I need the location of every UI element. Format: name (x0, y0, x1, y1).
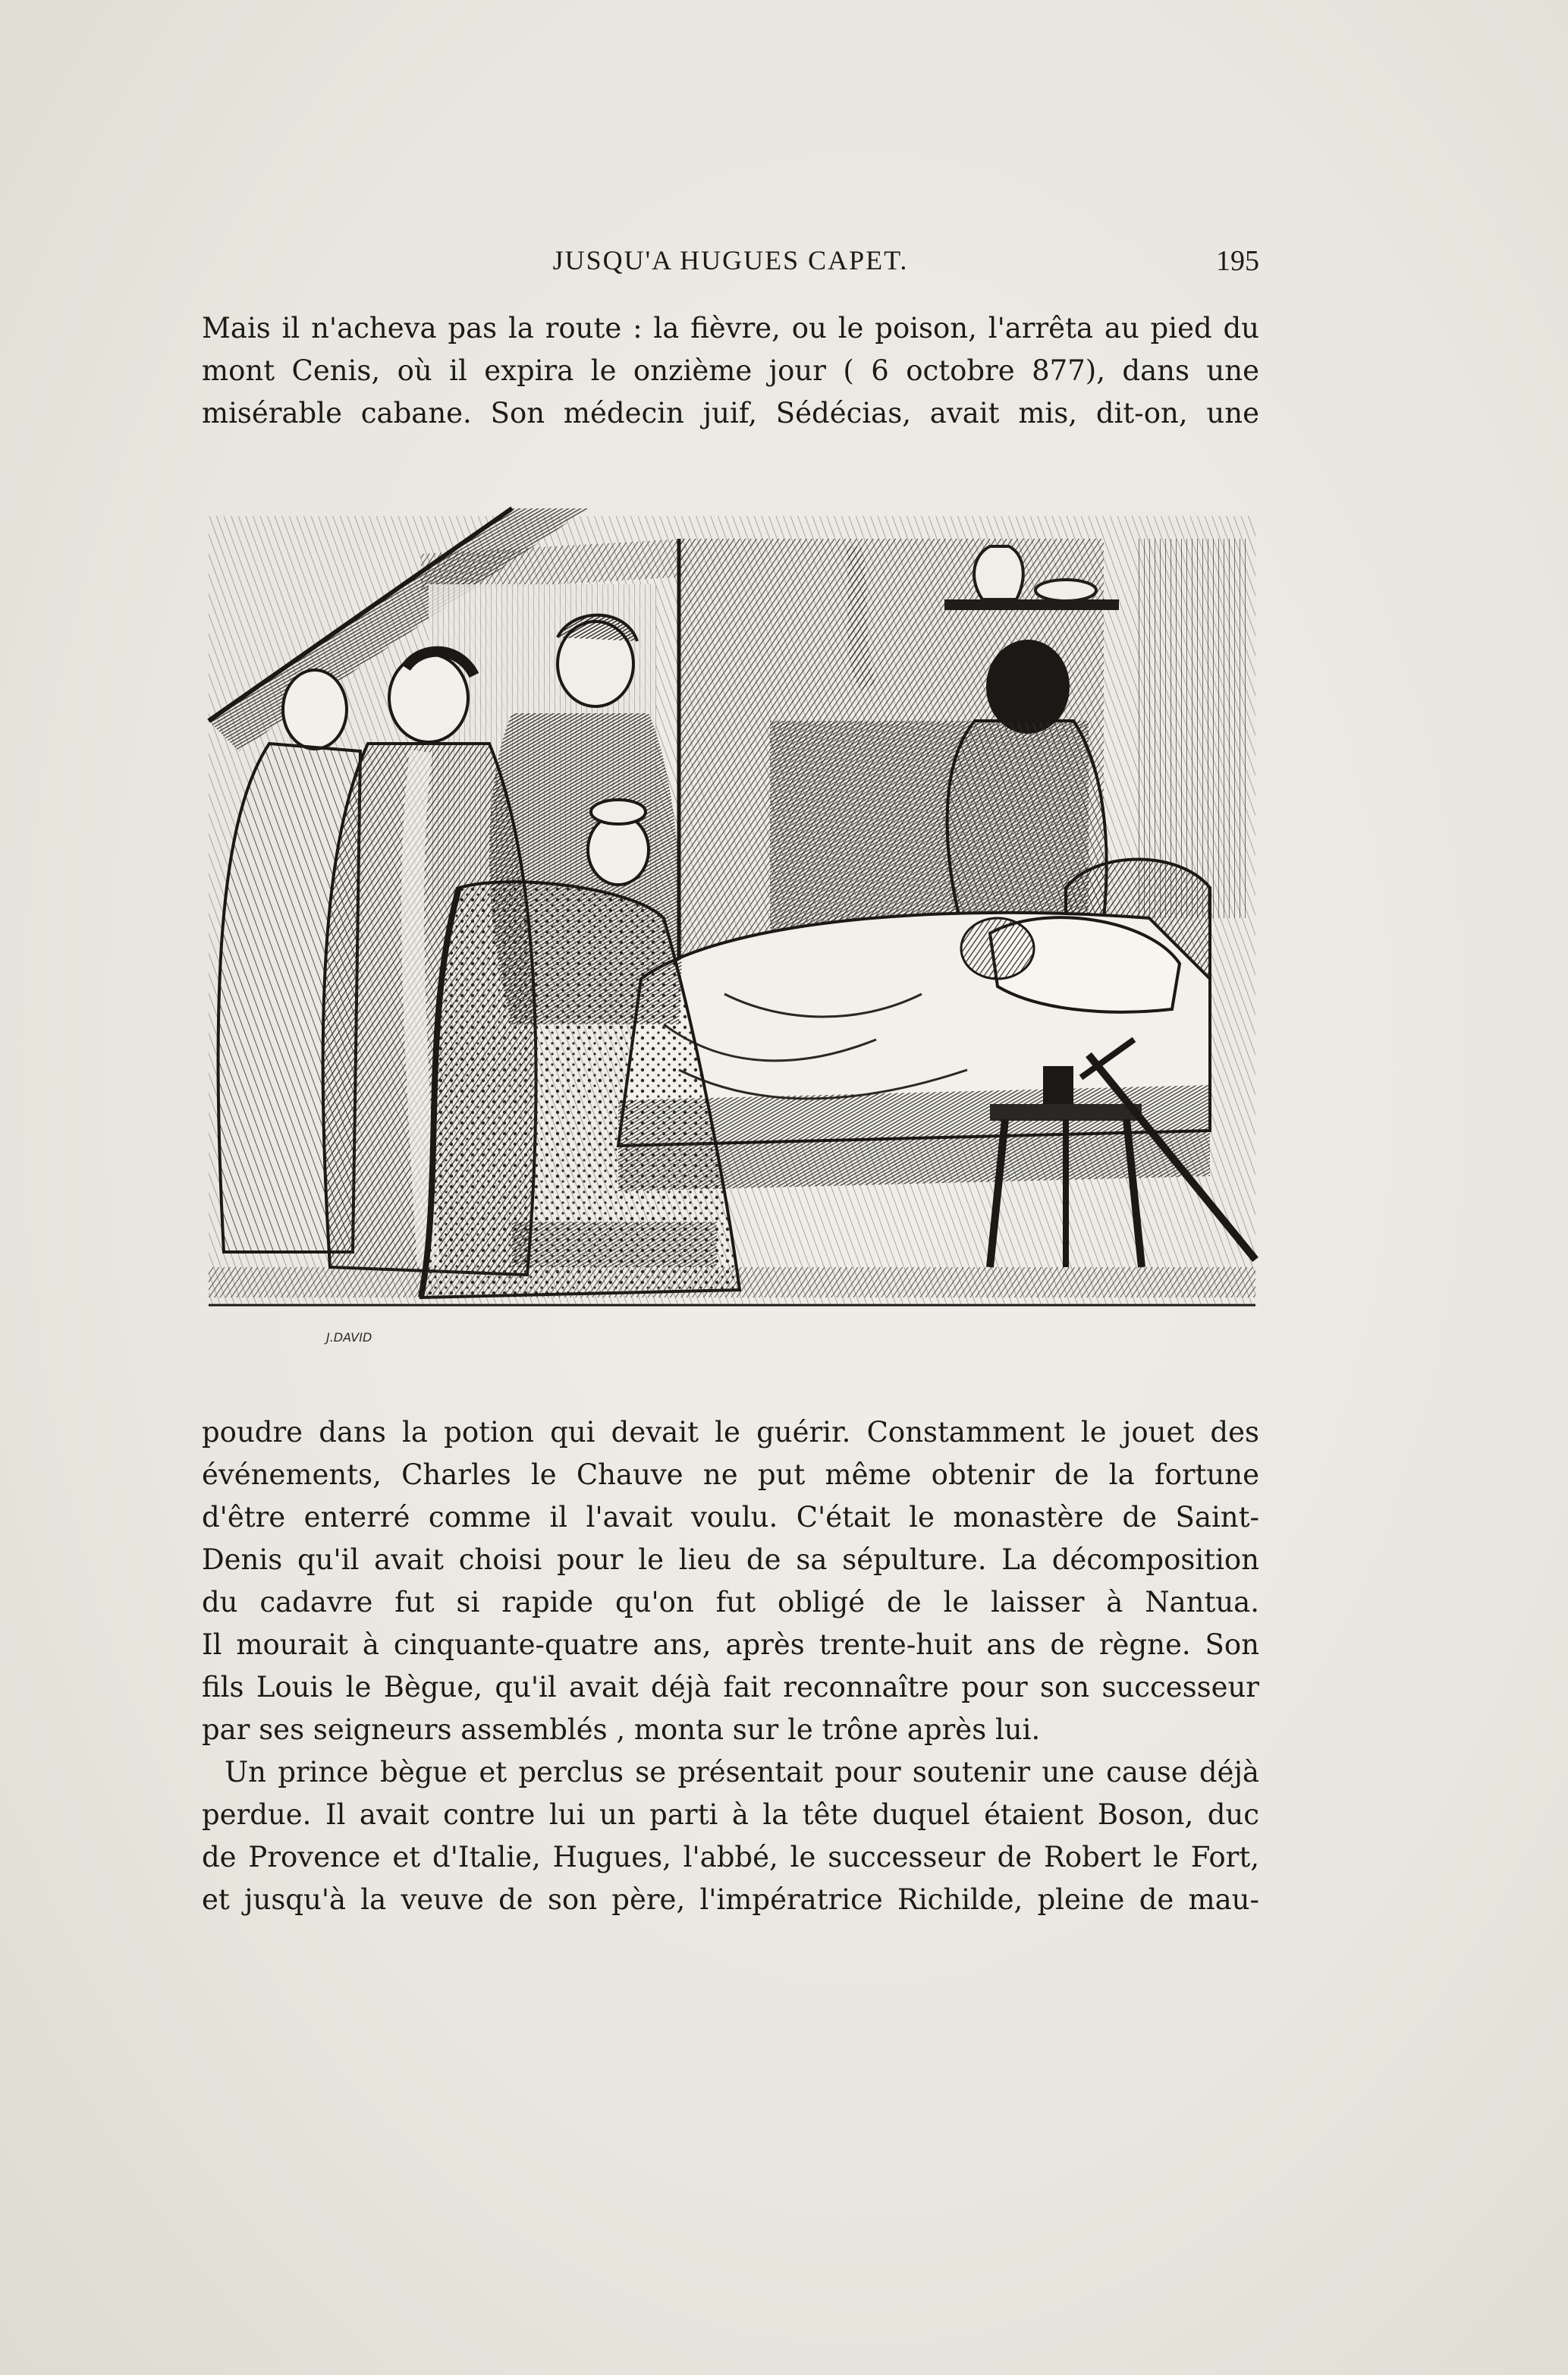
text-line: poudre dans la potion qui devait le guérir. Constamment le jouet des (202, 1416, 1259, 1449)
text-line: fils Louis le Bègue, qu'il avait déjà fait reconnaître pour son successeur (202, 1671, 1259, 1703)
text-line: par ses seigneurs assemblés , monta sur le trône après lui. (202, 1713, 1041, 1746)
paragraph-body (202, 1411, 1259, 1921)
running-head (202, 241, 1259, 279)
text-line: événements, Charles le Chauve ne put même obtenir de la fortune (202, 1458, 1259, 1491)
page-number: 195 (1216, 245, 1259, 277)
engraving-illustration (193, 493, 1271, 1358)
text-line: misérable cabane. Son médecin juif, Sédécias, avait mis, dit-on, une (202, 397, 1259, 429)
text-line: du cadavre fut si rapide qu'on fut obligé de le laisser à Nantua. (202, 1586, 1259, 1618)
text-line: Il mourait à cinquante-quatre ans, après trente-huit ans de règne. Son (202, 1628, 1259, 1661)
engraver-signature: J.DAVID (326, 1330, 372, 1345)
text-line: mont Cenis, où il expira le onzième jour ( 6 octobre 877), dans une (202, 354, 1259, 387)
text-line: Un prince bègue et perclus se présentait pour soutenir une cause déjà (225, 1756, 1259, 1788)
running-title: JUSQU'A HUGUES CAPET. (552, 245, 909, 275)
text-line: et jusqu'à la veuve de son père, l'impératrice Richilde, pleine de mau- (202, 1883, 1259, 1916)
text-line: d'être enterré comme il l'avait voulu. C'était le monastère de Saint- (202, 1501, 1259, 1534)
text-line: Denis qu'il avait choisi pour le lieu de sa sépulture. La décomposition (202, 1543, 1259, 1576)
paragraph-top (202, 307, 1259, 435)
text-line: perdue. Il avait contre lui un parti à la tête duquel étaient Boson, duc (202, 1798, 1259, 1831)
text-line: Mais il n'acheva pas la route : la fièvre, ou le poison, l'arrêta au pied du (202, 312, 1259, 344)
text-line: de Provence et d'Italie, Hugues, l'abbé, le successeur de Robert le Fort, (202, 1841, 1259, 1873)
